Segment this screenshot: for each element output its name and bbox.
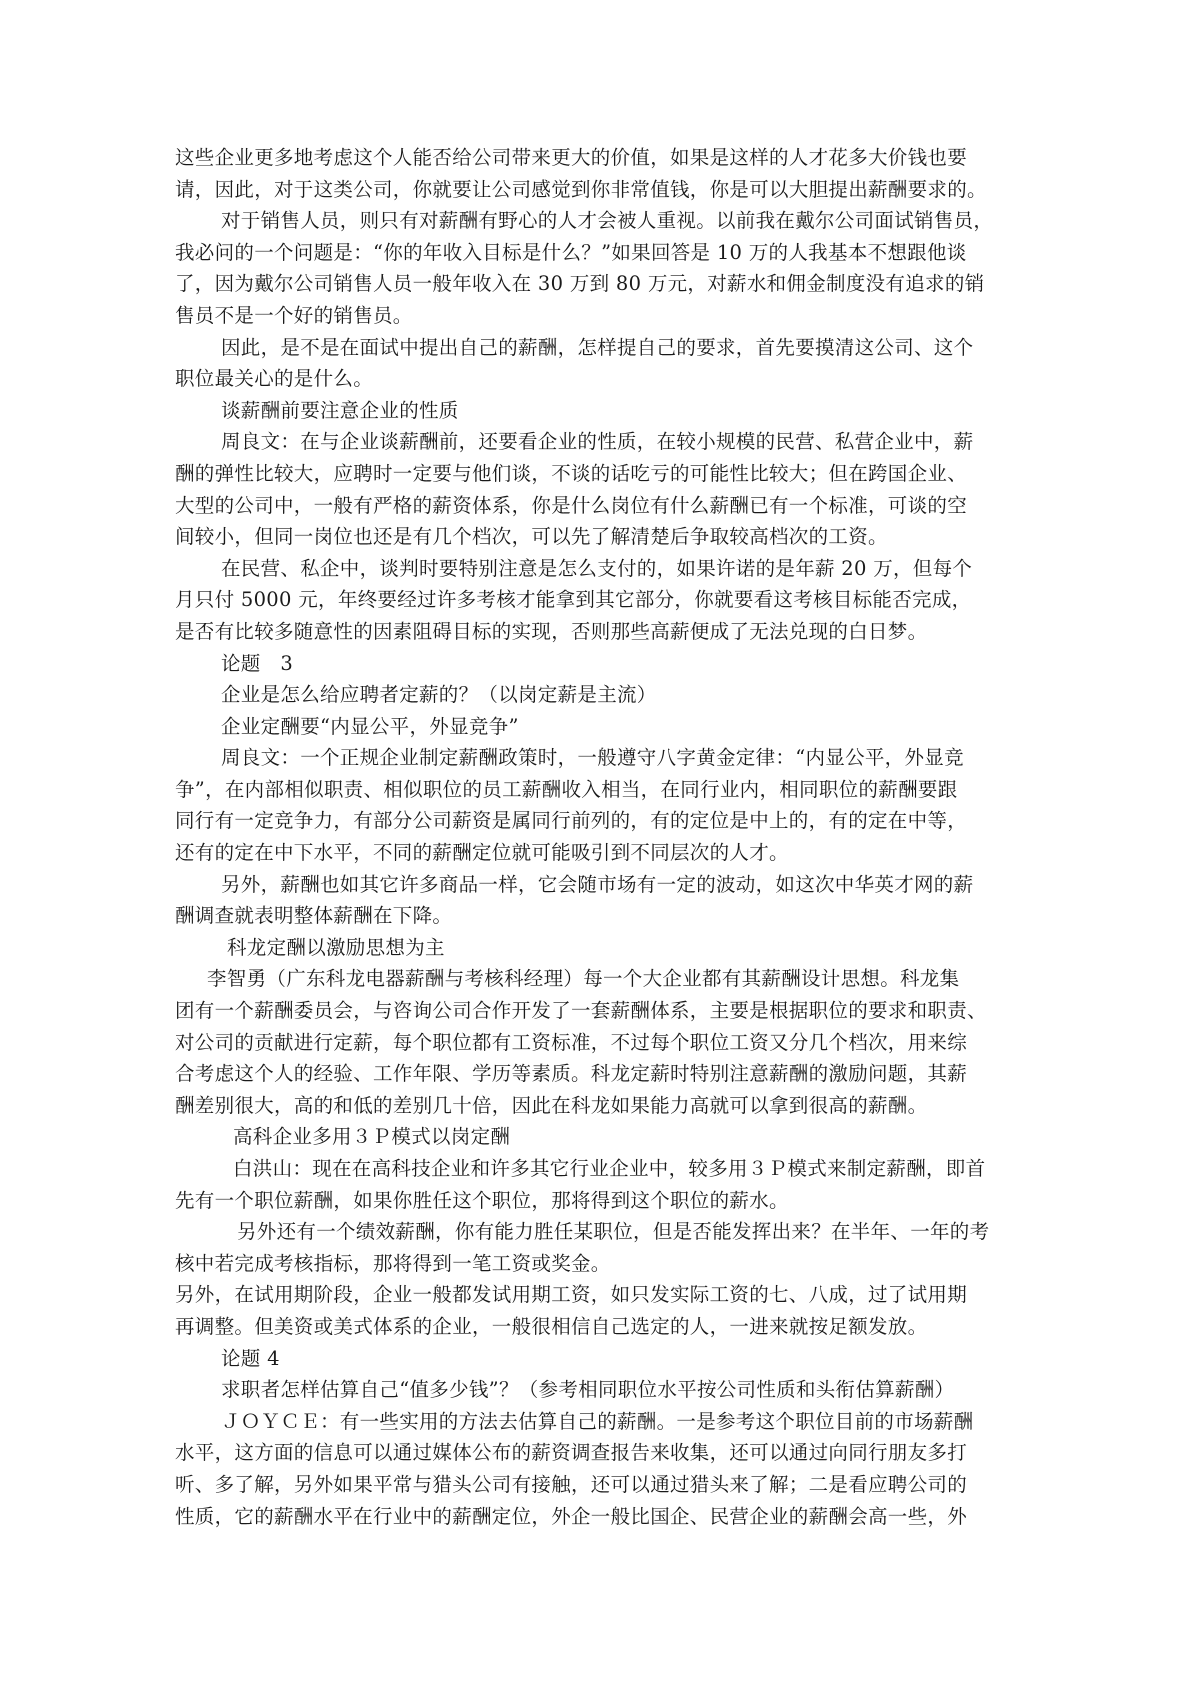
section-heading: 谈薪酬前要注意企业的性质 <box>221 398 459 422</box>
body-text-line: 听、多了解，另外如果平常与猎头公司有接触，还可以通过猎头来了解；二是看应聘公司的 <box>175 1472 968 1496</box>
paragraph-start-line: 因此，是不是在面试中提出自己的薪酬，怎样提自己的要求，首先要摸清这公司、这个 <box>221 335 974 359</box>
body-text-line: 职位最关心的是什么。 <box>175 367 374 391</box>
body-text-line: 酬调查就表明整体薪酬在下降。 <box>175 904 453 928</box>
topic-heading: 论题 4 <box>221 1346 280 1370</box>
paragraph-start-line: 李智勇（广东科龙电器薪酬与考核科经理）每一个大企业都有其薪酬设计思想。科龙集 <box>207 967 960 991</box>
body-text-line: 酬的弹性比较大，应聘时一定要与他们谈，不谈的话吃亏的可能性比较大；但在跨国企业、 <box>175 461 968 485</box>
body-text-line: 水平，这方面的信息可以通过媒体公布的薪资调查报告来收集，还可以通过向同行朋友多打 <box>175 1441 968 1465</box>
body-text-line: 争”，在内部相似职责、相似职位的员工薪酬收入相当，在同行业内，相同职位的薪酬要跟 <box>175 777 958 801</box>
body-text-line: 月只付 5000 元，年终要经过许多考核才能拿到其它部分，你就要看这考核目标能否完成， <box>175 588 972 612</box>
body-text-line: 对公司的贡献进行定薪，每个职位都有工资标准，不过每个职位工资又分几个档次，用来综 <box>175 1030 968 1054</box>
body-text-line: 还有的定在中下水平，不同的薪酬定位就可能吸引到不同层次的人才。 <box>175 841 789 865</box>
paragraph-start-line: 周良文：一个正规企业制定薪酬政策时，一般遵守八字黄金定律：“内显公平，外显竞 <box>221 746 964 770</box>
body-text-line: 合考虑这个人的经验、工作年限、学历等素质。科龙定薪时特别注意薪酬的激励问题，其薪 <box>175 1062 968 1086</box>
body-text-line: 团有一个薪酬委员会，与咨询公司合作开发了一套薪酬体系，主要是根据职位的要求和职责、 <box>175 999 987 1023</box>
body-text-line: 性质，它的薪酬水平在行业中的薪酬定位，外企一般比国企、民营企业的薪酬会高一些，外 <box>175 1504 968 1528</box>
paragraph-start-line: 周良文：在与企业谈薪酬前，还要看企业的性质，在较小规模的民营、私营企业中，薪 <box>221 430 974 454</box>
body-text-line: 再调整。但美资或美式体系的企业，一般很相信自己选定的人，一进来就按足额发放。 <box>175 1314 928 1338</box>
section-heading: 高科企业多用３Ｐ模式以岗定酬 <box>233 1125 511 1149</box>
paragraph-start-line: 另外还有一个绩效薪酬，你有能力胜任某职位，但是否能发挥出来？在半年、一年的考 <box>237 1220 990 1244</box>
body-text-line: 同行有一定竞争力，有部分公司薪资是属同行前列的，有的定位是中上的，有的定在中等， <box>175 809 968 833</box>
paragraph-start-line: ＪＯＹＣＥ：有一些实用的方法去估算自己的薪酬。一是参考这个职位目前的市场薪酬 <box>221 1409 974 1433</box>
body-text-line: 酬差别很大，高的和低的差别几十倍，因此在科龙如果能力高就可以拿到很高的薪酬。 <box>175 1093 928 1117</box>
body-text-line: 大型的公司中，一般有严格的薪资体系，你是什么岗位有什么薪酬已有一个标准，可谈的空 <box>175 493 968 517</box>
paragraph-start-line: 对于销售人员，则只有对薪酬有野心的人才会被人重视。以前我在戴尔公司面试销售员， <box>221 209 994 233</box>
body-text-line: 这些企业更多地考虑这个人能否给公司带来更大的价值，如果是这样的人才花多大价钱也要 <box>175 146 968 169</box>
paragraph-start-line: 在民营、私企中，谈判时要特别注意是怎么支付的，如果许诺的是年薪 20 万，但每个 <box>221 556 973 580</box>
body-text-line: 我必问的一个问题是：“你的年收入目标是什么？”如果回答是 10 万的人我基本不想跟他谈 <box>175 240 967 264</box>
body-text-line: 请，因此，对于这类公司，你就要让公司感觉到你非常值钱，你是可以大胆提出薪酬要求的。 <box>175 177 987 201</box>
body-text-line: 另外，在试用期阶段，企业一般都发试用期工资，如只发实际工资的七、八成，过了试用期 <box>175 1283 968 1307</box>
body-text-line: 是否有比较多随意性的因素阻碍目标的实现，否则那些高薪便成了无法兑现的白日梦。 <box>175 619 928 643</box>
body-text-line: 售员不是一个好的销售员。 <box>175 303 413 327</box>
topic-question: 企业是怎么给应聘者定薪的？（以岗定薪是主流） <box>221 683 657 707</box>
paragraph-start-line: 白洪山：现在在高科技企业和许多其它行业企业中，较多用３Ｐ模式来制定薪酬，即首 <box>233 1157 986 1180</box>
section-heading: 科龙定酬以激励思想为主 <box>227 935 445 959</box>
paragraph-start-line: 另外，薪酬也如其它许多商品一样，它会随市场有一定的波动，如这次中华英才网的薪 <box>221 872 974 896</box>
body-text-line: 先有一个职位薪酬，如果你胜任这个职位，那将得到这个职位的薪水。 <box>175 1188 789 1212</box>
topic-heading: 论题 3 <box>221 651 294 675</box>
body-text-line: 核中若完成考核指标，那将得到一笔工资或奖金。 <box>175 1251 611 1275</box>
document-page <box>175 142 1029 1532</box>
topic-question: 求职者怎样估算自己“值多少钱”？（参考相同职位水平按公司性质和头衔估算薪酬） <box>221 1378 955 1402</box>
section-heading: 企业定酬要“内显公平，外显竞争” <box>221 714 519 738</box>
body-text-line: 间较小，但同一岗位也还是有几个档次，可以先了解清楚后争取较高档次的工资。 <box>175 525 888 549</box>
body-text-line: 了，因为戴尔公司销售人员一般年收入在 30 万到 80 万元，对薪水和佣金制度没有追求的销 <box>175 272 985 296</box>
